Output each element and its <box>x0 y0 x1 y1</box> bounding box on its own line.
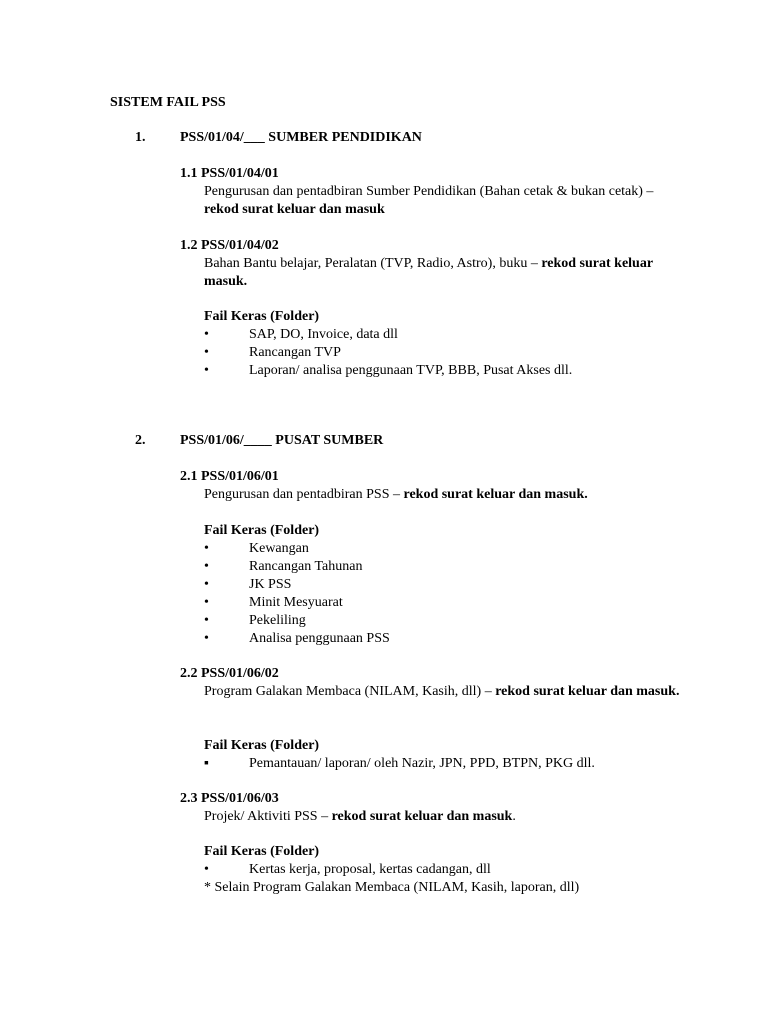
list-item-text: Analisa penggunaan PSS <box>249 631 390 646</box>
subsection-2-1-bold: rekod surat keluar dan masuk. <box>403 487 588 502</box>
subsection-1-1-title: 1.1 PSS/01/04/01 <box>180 166 279 181</box>
bullet: • <box>204 577 209 592</box>
list-item-text: Kertas kerja, proposal, kertas cadangan, dll <box>249 862 491 877</box>
list-item-text: Kewangan <box>249 541 309 556</box>
list-item-text: Rancangan TVP <box>249 345 341 360</box>
section-2-number: 2. <box>135 433 146 448</box>
bullet: ▪ <box>204 756 209 771</box>
folder-list-1 <box>204 308 684 380</box>
section-1-number: 1. <box>135 130 146 145</box>
list-item <box>204 326 684 344</box>
section-2-label: PSS/01/06/____ PUSAT SUMBER <box>180 433 384 448</box>
subsection-1-2-bold: rekod surat keluar masuk. <box>204 256 653 289</box>
subsection-2-2 <box>180 665 680 701</box>
subsection-2-1 <box>180 468 680 504</box>
folder-title: Fail Keras (Folder) <box>204 523 320 538</box>
document-title: SISTEM FAIL PSS <box>110 95 226 110</box>
bullet: • <box>204 541 209 556</box>
list-item-text: Laporan/ analisa penggunaan TVP, BBB, Pusat Akses dll. <box>249 363 573 378</box>
list-item <box>204 612 684 630</box>
folder-list-2-2 <box>204 737 684 773</box>
folder-list-2-3 <box>204 843 684 897</box>
list-item-text: Rancangan Tahunan <box>249 559 363 574</box>
list-item <box>204 755 684 773</box>
subsection-2-3-bold: rekod surat keluar dan masuk <box>331 809 513 824</box>
subsection-2-2-title: 2.2 PSS/01/06/02 <box>180 666 279 681</box>
list-item-text: Pemantauan/ laporan/ oleh Nazir, JPN, PPD, BTPN, PKG dll. <box>249 756 595 771</box>
bullet: • <box>204 595 209 610</box>
subsection-1-1-text: Pengurusan dan pentadbiran Sumber Pendidikan (Bahan cetak & bukan cetak) – <box>204 184 654 199</box>
list-item <box>204 861 684 879</box>
list-item <box>204 558 684 576</box>
subsection-1-2 <box>180 237 680 291</box>
list-item-text: Minit Mesyuarat <box>249 595 343 610</box>
subsection-2-3 <box>180 790 680 826</box>
subsection-2-1-text: Pengurusan dan pentadbiran PSS – <box>204 487 404 502</box>
subsection-2-3-title: 2.3 PSS/01/06/03 <box>180 791 279 806</box>
subsection-2-2-text: Program Galakan Membaca (NILAM, Kasih, dll) – <box>204 684 496 699</box>
bullet: • <box>204 363 209 378</box>
subsection-1-1 <box>180 165 680 219</box>
list-item <box>204 344 684 362</box>
subsection-1-2-body <box>180 255 680 291</box>
list-item <box>204 594 684 612</box>
list-item <box>204 540 684 558</box>
subsection-2-3-tail: . <box>512 809 516 824</box>
list-item <box>204 576 684 594</box>
bullet: • <box>204 345 209 360</box>
list-item-text: SAP, DO, Invoice, data dll <box>249 327 398 342</box>
subsection-2-3-body <box>180 808 680 826</box>
bullet: • <box>204 862 209 877</box>
subsection-2-1-title: 2.1 PSS/01/06/01 <box>180 469 279 484</box>
section-1-label: PSS/01/04/___ SUMBER PENDIDIKAN <box>180 130 422 145</box>
subsection-2-2-bold: rekod surat keluar dan masuk. <box>495 684 680 699</box>
subsection-2-3-text: Projek/ Aktiviti PSS – <box>204 809 332 824</box>
folder-title: Fail Keras (Folder) <box>204 844 320 859</box>
folder-list-2-1 <box>204 522 684 648</box>
subsection-2-1-body <box>180 486 680 504</box>
folder-title: Fail Keras (Folder) <box>204 309 320 324</box>
bullet: • <box>204 327 209 342</box>
subsection-1-1-bold: rekod surat keluar dan masuk <box>204 202 385 217</box>
subsection-1-2-title: 1.2 PSS/01/04/02 <box>180 238 279 253</box>
subsection-1-2-text: Bahan Bantu belajar, Peralatan (TVP, Radio, Astro), buku – <box>204 256 542 271</box>
bullet: • <box>204 631 209 646</box>
list-item-text: Pekeliling <box>249 613 306 628</box>
list-item <box>204 362 684 380</box>
list-item <box>204 630 684 648</box>
subsection-2-2-body <box>180 683 680 701</box>
folder-title: Fail Keras (Folder) <box>204 738 320 753</box>
subsection-1-1-body <box>180 183 680 219</box>
bullet: • <box>204 559 209 574</box>
bullet: • <box>204 613 209 628</box>
list-item-text: JK PSS <box>249 577 292 592</box>
footnote: * Selain Program Galakan Membaca (NILAM, Kasih, laporan, dll) <box>204 880 580 895</box>
